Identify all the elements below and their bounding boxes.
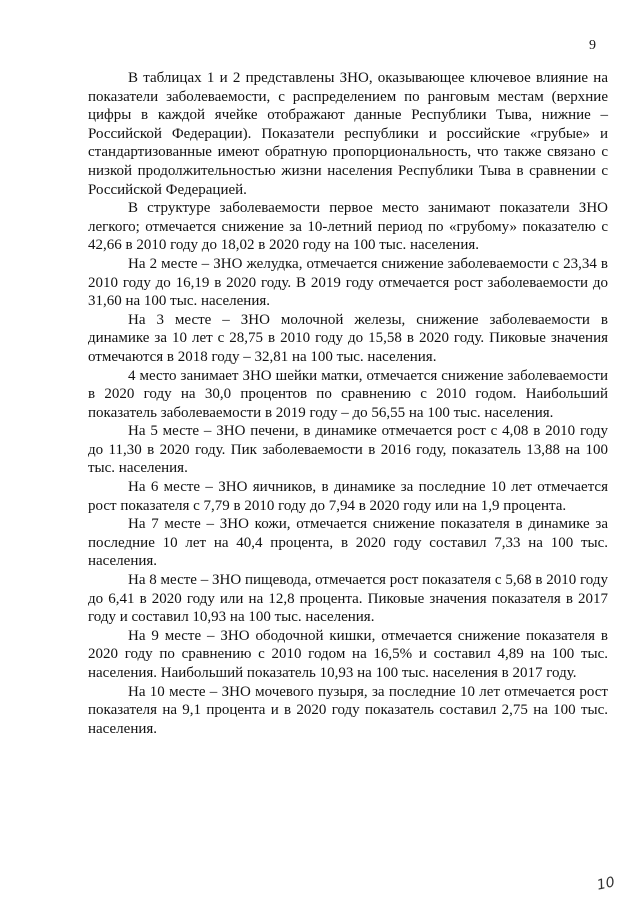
paragraph-rank-8-esophagus: На 8 месте – ЗНО пищевода, отмечается рост показателя с 5,68 в 2010 году до 6,41 в 2020 году или на 12,8 процента. Пиковые значения показателя в 2017 году и составил 10,93 на 100 тыс. населения. bbox=[88, 572, 608, 626]
paragraph-intro: В таблицах 1 и 2 представлены ЗНО, оказывающее ключевое влияние на показатели заболеваемости, с распределением по ранговым местам (верхние цифры в каждой ячейке отображают данные Республики Тыва, нижние – Российской Федерации). Показатели республики и российские «грубые» и стандартизованные имеют обратную пропорциональность, что также связано с низкой продолжительностью жизни населения Республики Тыва в сравнении с Российской Федерацией. bbox=[88, 70, 608, 198]
paragraph-rank-9-colon: На 9 месте – ЗНО ободочной кишки, отмечается снижение показателя в 2020 году по сравнению с 2010 годом на 16,5% и составил 4,89 на 100 тыс. населения. Наибольший показатель 10,93 на 100 тыс. населения в 2017 году. bbox=[88, 627, 608, 681]
paragraph-rank-2-stomach: На 2 месте – ЗНО желудка, отмечается снижение заболеваемости с 23,34 в 2010 году до 16,19 в 2020 году. В 2019 году отмечается рост заболеваемости до 31,60 на 100 тыс. населения. bbox=[88, 255, 608, 310]
paragraph-rank-5-liver: На 5 месте – ЗНО печени, в динамике отмечается рост с 4,08 в 2010 году до 11,30 в 2020 году. Пик заболеваемости в 2016 году, показатель 13,88 на 100 тыс. населения. bbox=[88, 423, 608, 477]
handwritten-page-mark: 10 bbox=[595, 874, 617, 894]
paragraph-rank-1-lung: В структуре заболеваемости первое место занимают показатели ЗНО легкого; отмечается снижение за 10-летний период по «грубому» показателю с 42,66 в 2010 году до 18,02 в 2020 году на 100 тыс. населения. bbox=[88, 200, 608, 254]
document-body bbox=[88, 69, 608, 738]
page-number: 9 bbox=[589, 38, 596, 53]
paragraph-rank-3-breast: На 3 месте – ЗНО молочной железы, снижение заболеваемости в динамике за 10 лет с 28,75 в 2010 году до 15,58 в 2020 году. Пиковые значения отмечаются в 2018 году – 32,81 на 100 тыс. населения. bbox=[88, 311, 608, 365]
paragraph-rank-4-cervix: 4 место занимает ЗНО шейки матки, отмечается снижение заболеваемости в 2020 году на 30,0 процентов по сравнению с 2010 годом. Наибольший показатель заболеваемости в 2019 году – до 56,55 на 100 тыс. населения. bbox=[88, 367, 608, 421]
paragraph-rank-7-skin: На 7 месте – ЗНО кожи, отмечается снижение показателя в динамике за последние 10 лет на 40,4 процента, в 2020 году составил 7,33 на 100 тыс. населения. bbox=[88, 516, 608, 570]
paragraph-rank-10-bladder: На 10 месте – ЗНО мочевого пузыря, за последние 10 лет отмечается рост показателя на 9,1 процента и в 2020 году показатель составил 2,75 на 100 тыс. населения. bbox=[88, 683, 608, 737]
paragraph-rank-6-ovary: На 6 месте – ЗНО яичников, в динамике за последние 10 лет отмечается рост показателя с 7,79 в 2010 году до 7,94 в 2020 году или на 1,9 процента. bbox=[88, 479, 608, 514]
